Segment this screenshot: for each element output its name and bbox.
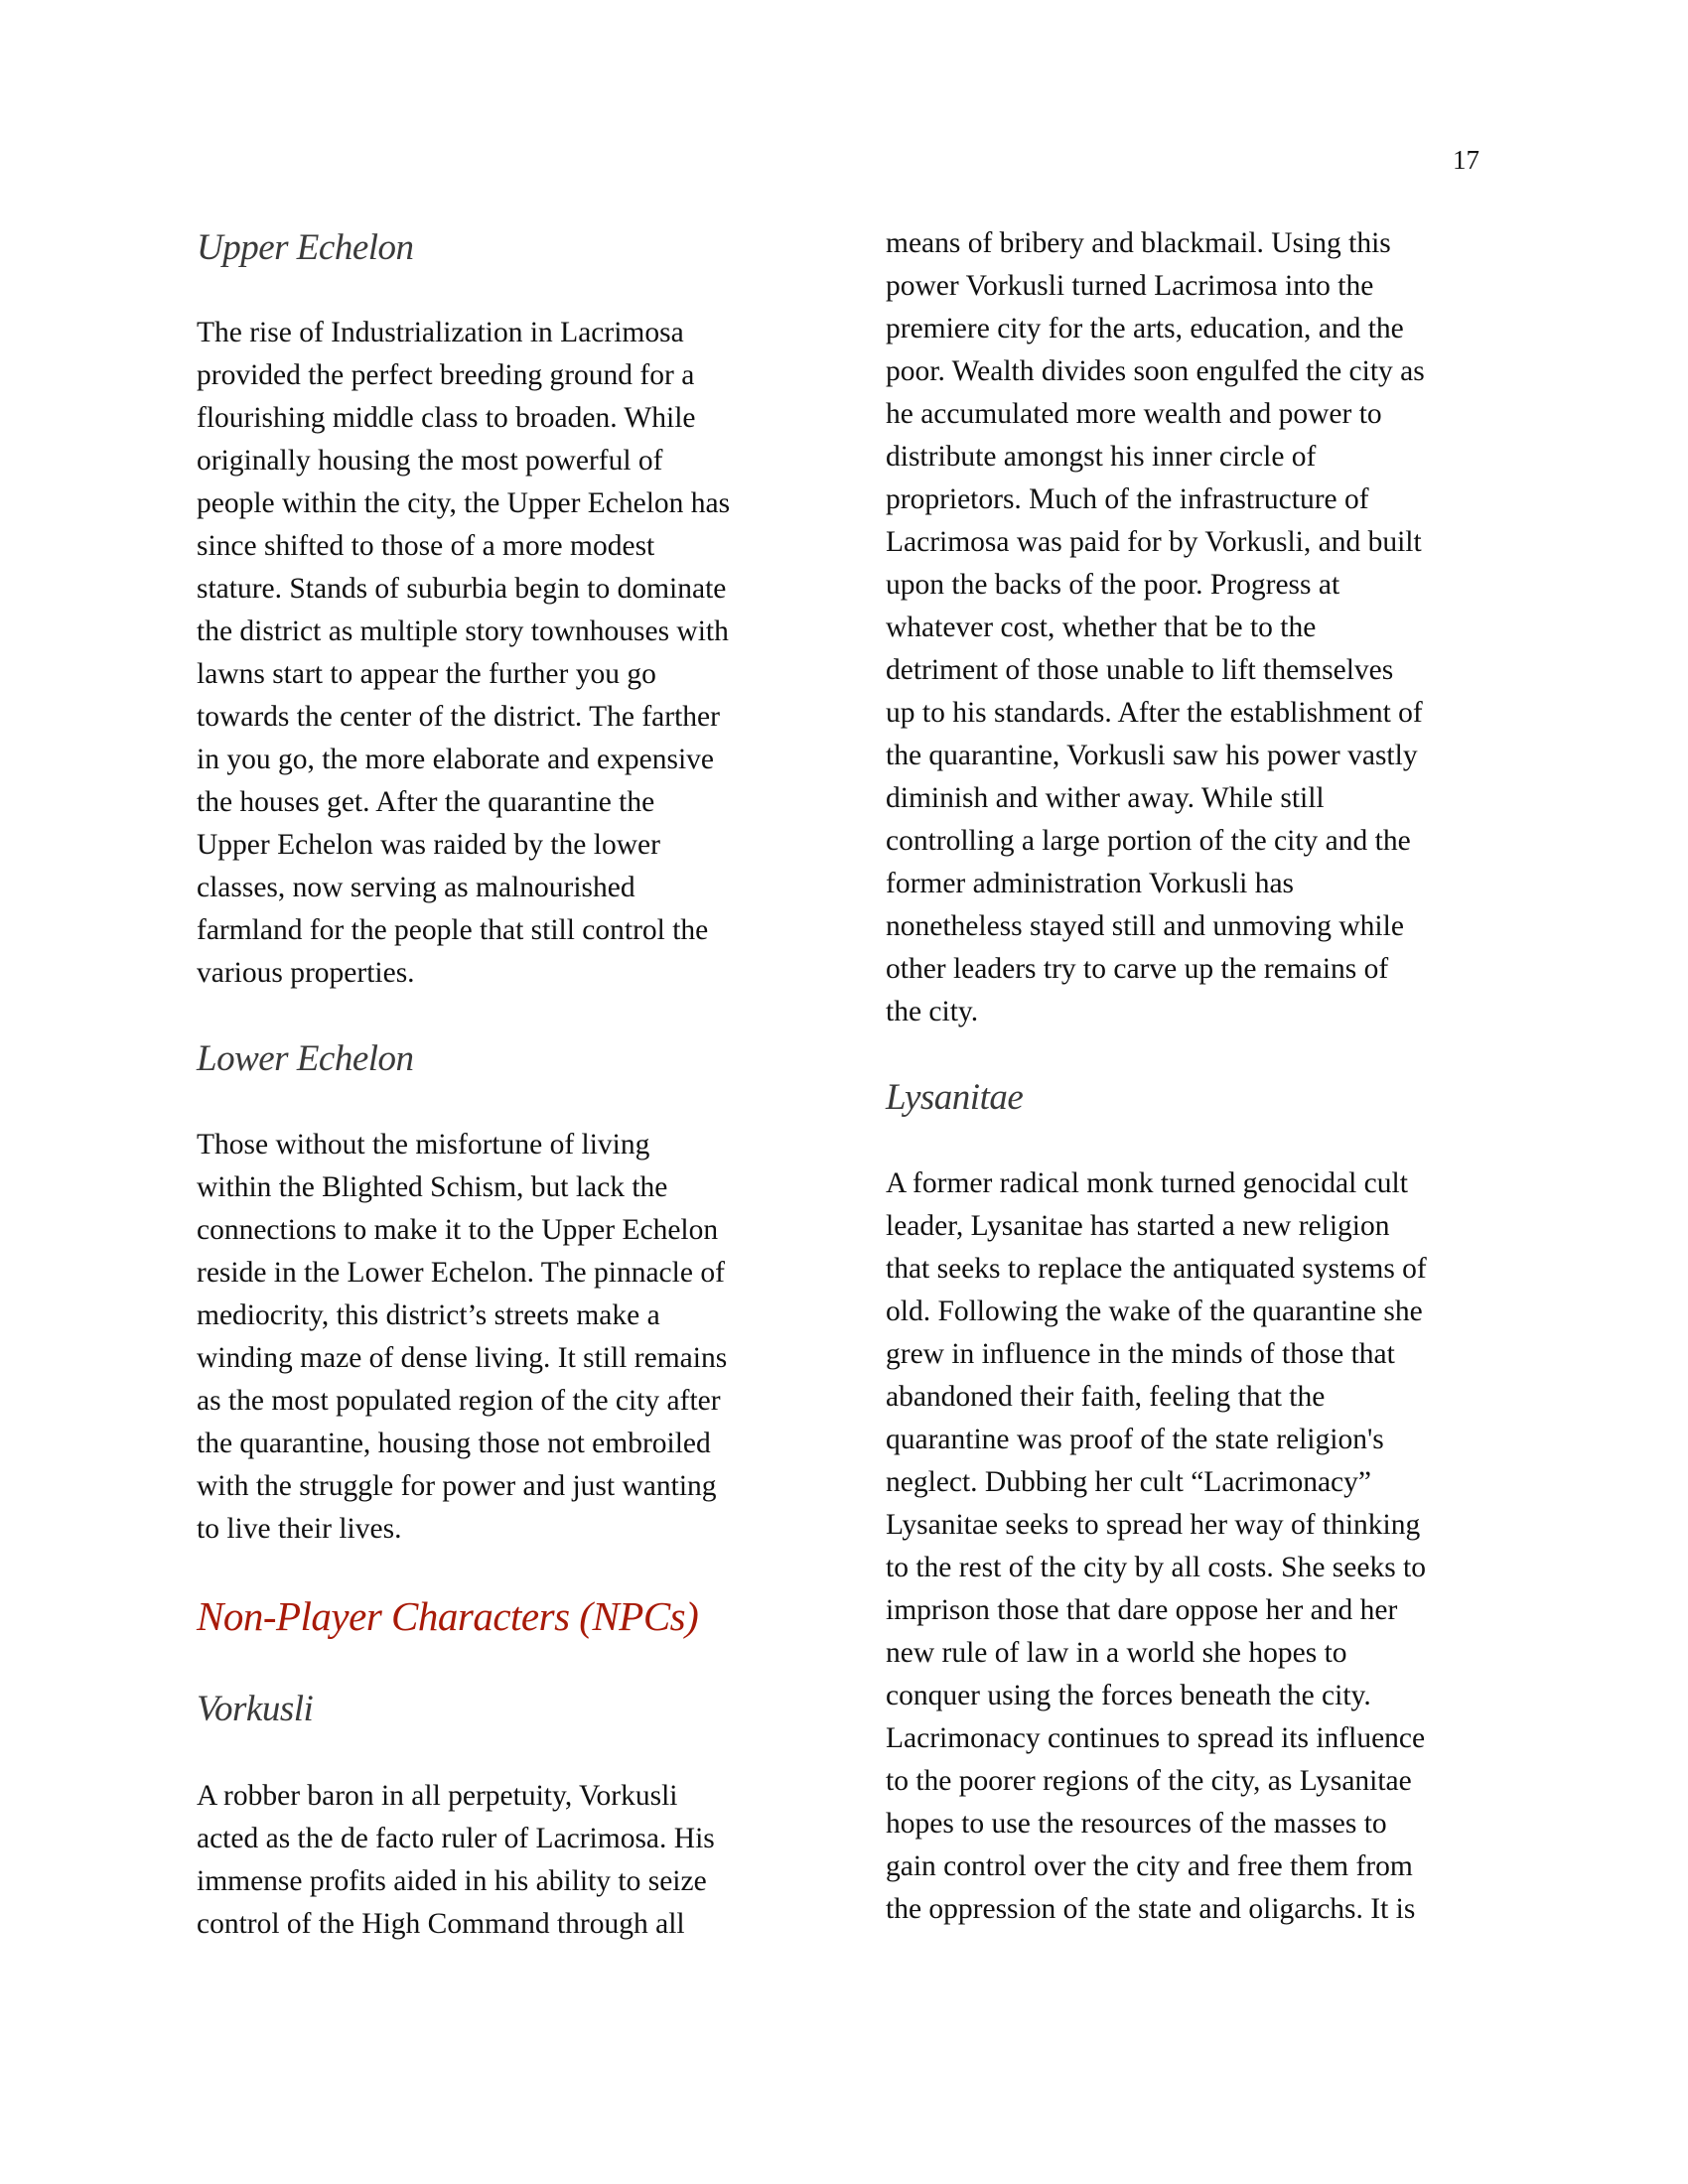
heading-lower-echelon: Lower Echelon <box>197 1038 414 1079</box>
text-line: conquer using the forces beneath the city. <box>886 1680 1371 1711</box>
text-line: farmland for the people that still control the <box>197 914 709 946</box>
text-line: lawns start to appear the further you go <box>197 658 656 690</box>
text-line: mediocrity, this district’s streets make a <box>197 1299 660 1331</box>
text-line: to live their lives. <box>197 1513 402 1545</box>
text-line: A robber baron in all perpetuity, Vorkusli <box>197 1780 678 1812</box>
page-number: 17 <box>1453 145 1479 175</box>
text-line: Lacrimonacy continues to spread its influence <box>886 1722 1426 1754</box>
text-line: detriment of those unable to lift themselves <box>886 654 1394 686</box>
heading-lysanitae: Lysanitae <box>886 1077 1024 1118</box>
heading-upper-echelon: Upper Echelon <box>197 227 414 268</box>
text-line: immense profits aided in his ability to seize <box>197 1865 707 1897</box>
text-line: various properties. <box>197 957 415 989</box>
text-line: stature. Stands of suburbia begin to dominate <box>197 573 727 605</box>
text-line: provided the perfect breeding ground for a <box>197 359 695 391</box>
text-line: abandoned their faith, feeling that the <box>886 1381 1326 1413</box>
text-line: upon the backs of the poor. Progress at <box>886 569 1340 601</box>
text-line: with the struggle for power and just wanting <box>197 1470 717 1502</box>
text-line: leader, Lysanitae has started a new religion <box>886 1210 1390 1242</box>
text-line: A former radical monk turned genocidal cult <box>886 1167 1408 1199</box>
text-line: diminish and wither away. While still <box>886 782 1325 814</box>
text-line: that seeks to replace the antiquated systems of <box>886 1253 1427 1285</box>
text-line: flourishing middle class to broaden. While <box>197 402 696 434</box>
text-line: distribute amongst his inner circle of <box>886 441 1317 473</box>
text-line: Upper Echelon was raided by the lower <box>197 829 660 861</box>
text-line: connections to make it to the Upper Echelon <box>197 1214 719 1246</box>
text-line: Lysanitae seeks to spread her way of thinking <box>886 1509 1421 1541</box>
paragraph-vorkusli-continued <box>886 222 1501 1033</box>
text-line: in you go, the more elaborate and expensive <box>197 744 714 775</box>
text-line: up to his standards. After the establishment of <box>886 697 1423 729</box>
text-line: premiere city for the arts, education, and the <box>886 313 1404 344</box>
text-line: hopes to use the resources of the masses to <box>886 1808 1387 1840</box>
text-line: reside in the Lower Echelon. The pinnacle of <box>197 1257 725 1289</box>
text-line: to the poorer regions of the city, as Lysanitae <box>886 1765 1412 1797</box>
text-line: old. Following the wake of the quarantine she <box>886 1296 1423 1327</box>
text-line: towards the center of the district. The farther <box>197 701 720 733</box>
text-line: Lacrimosa was paid for by Vorkusli, and built <box>886 526 1422 558</box>
text-line: the city. <box>886 996 979 1027</box>
text-line: to the rest of the city by all costs. She seeks to <box>886 1552 1427 1583</box>
text-line: the district as multiple story townhouses with <box>197 615 729 647</box>
text-line: whatever cost, whether that be to the <box>886 612 1317 643</box>
text-line: controlling a large portion of the city and the <box>886 825 1411 857</box>
paragraph-vorkusli <box>197 1775 812 1946</box>
text-line: he accumulated more wealth and power to <box>886 398 1382 430</box>
text-line: proprietors. Much of the infrastructure of <box>886 483 1369 515</box>
text-line: within the Blighted Schism, but lack the <box>197 1171 668 1203</box>
paragraph-lysanitae <box>886 1162 1501 1931</box>
text-line: Those without the misfortune of living <box>197 1129 650 1160</box>
text-line: imprison those that dare oppose her and her <box>886 1594 1398 1626</box>
text-line: classes, now serving as malnourished <box>197 872 635 903</box>
text-line: acted as the de facto ruler of Lacrimosa. His <box>197 1823 715 1854</box>
text-line: originally housing the most powerful of <box>197 445 663 477</box>
text-line: the houses get. After the quarantine the <box>197 786 655 818</box>
paragraph-lower-echelon <box>197 1124 812 1551</box>
text-line: new rule of law in a world she hopes to <box>886 1637 1347 1669</box>
text-line: winding maze of dense living. It still remains <box>197 1342 728 1374</box>
paragraph-upper-echelon <box>197 312 812 995</box>
text-line: as the most populated region of the city after <box>197 1385 721 1417</box>
text-line: neglect. Dubbing her cult “Lacrimonacy” <box>886 1466 1371 1498</box>
text-line: since shifted to those of a more modest <box>197 530 655 562</box>
text-line: other leaders try to carve up the remains of <box>886 953 1389 985</box>
text-line: grew in influence in the minds of those that <box>886 1338 1395 1370</box>
heading-npcs: Non-Player Characters (NPCs) <box>197 1593 699 1639</box>
heading-vorkusli: Vorkusli <box>197 1689 314 1729</box>
text-line: control of the High Command through all <box>197 1908 685 1940</box>
text-line: poor. Wealth divides soon engulfed the city as <box>886 355 1425 387</box>
text-line: former administration Vorkusli has <box>886 868 1295 899</box>
text-line: the quarantine, Vorkusli saw his power vastly <box>886 740 1418 771</box>
text-line: The rise of Industrialization in Lacrimosa <box>197 317 684 348</box>
text-line: power Vorkusli turned Lacrimosa into the <box>886 270 1374 302</box>
text-line: nonetheless stayed still and unmoving while <box>886 910 1404 942</box>
text-line: quarantine was proof of the state religion's <box>886 1424 1384 1455</box>
text-line: the oppression of the state and oligarchs. It is <box>886 1893 1416 1925</box>
text-line: gain control over the city and free them from <box>886 1850 1413 1882</box>
text-line: people within the city, the Upper Echelon has <box>197 487 731 519</box>
text-line: the quarantine, housing those not embroiled <box>197 1428 711 1459</box>
text-line: means of bribery and blackmail. Using this <box>886 227 1391 259</box>
